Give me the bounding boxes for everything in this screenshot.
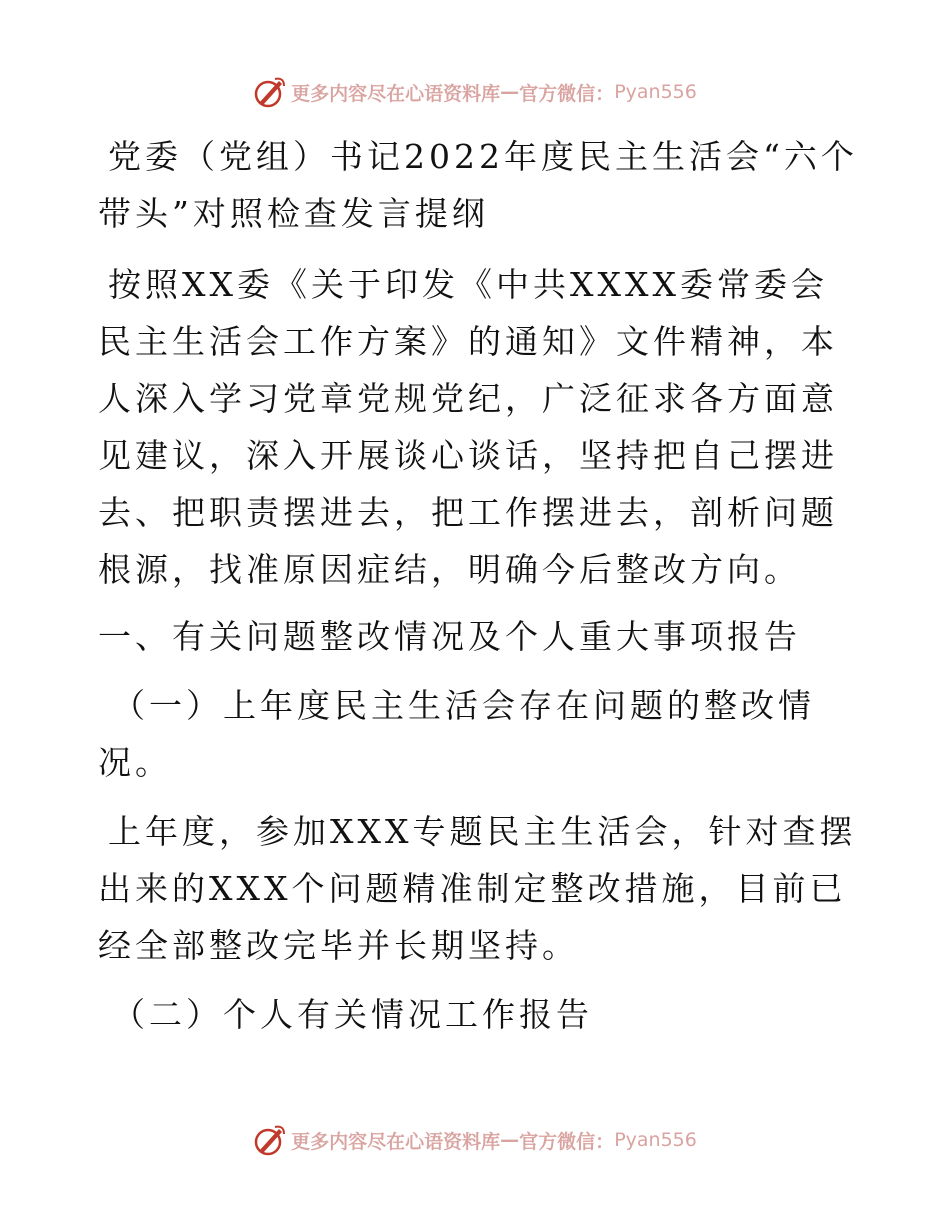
- quill-logo-icon: [253, 1123, 287, 1157]
- section-heading: 一、有关问题整改情况及个人重大事项报告: [98, 617, 801, 656]
- watermark-id: Pyan556: [614, 1129, 697, 1151]
- watermark-id: Pyan556: [614, 81, 697, 103]
- watermark-text: 更多内容尽在心语资料库: [291, 82, 501, 105]
- intro-paragraph: 按照XX委《关于印发《中共XXXX委常委会民主生活会工作方案》的通知》文件精神，本人深入学习党章党规党纪，广泛征求各方面意见建议，深入开展谈心谈话，坚持把自己摆进去、把职责摆进去，把工作摆进去，剖析问题根源，找准原因症结，明确今后整改方向。: [98, 265, 838, 589]
- subsection-paragraph: 上年度，参加XXX专题民主生活会，针对查摆出来的XXX个问题精准制定整改措施，目前已经全部整改完毕并长期坚持。: [98, 812, 857, 965]
- watermark-contact-label: 官方微信：: [519, 82, 615, 105]
- watermark-dash: —: [500, 1129, 520, 1151]
- document-title: 党委（党组）书记2022年度民主生活会“六个带头”对照检查发言提纲: [98, 137, 858, 233]
- quill-logo-icon: [253, 75, 287, 109]
- document-body: [98, 120, 858, 1043]
- watermark-text: 更多内容尽在心语资料库: [291, 1130, 501, 1153]
- watermark-dash: —: [500, 81, 520, 103]
- watermark-footer: [0, 1120, 950, 1160]
- subsection-heading: （一）上年度民主生活会存在问题的整改情况。: [98, 686, 815, 782]
- watermark-header: [0, 72, 950, 112]
- watermark-contact-label: 官方微信：: [519, 1130, 615, 1153]
- subsection-heading-2: （二）个人有关情况工作报告: [112, 995, 593, 1034]
